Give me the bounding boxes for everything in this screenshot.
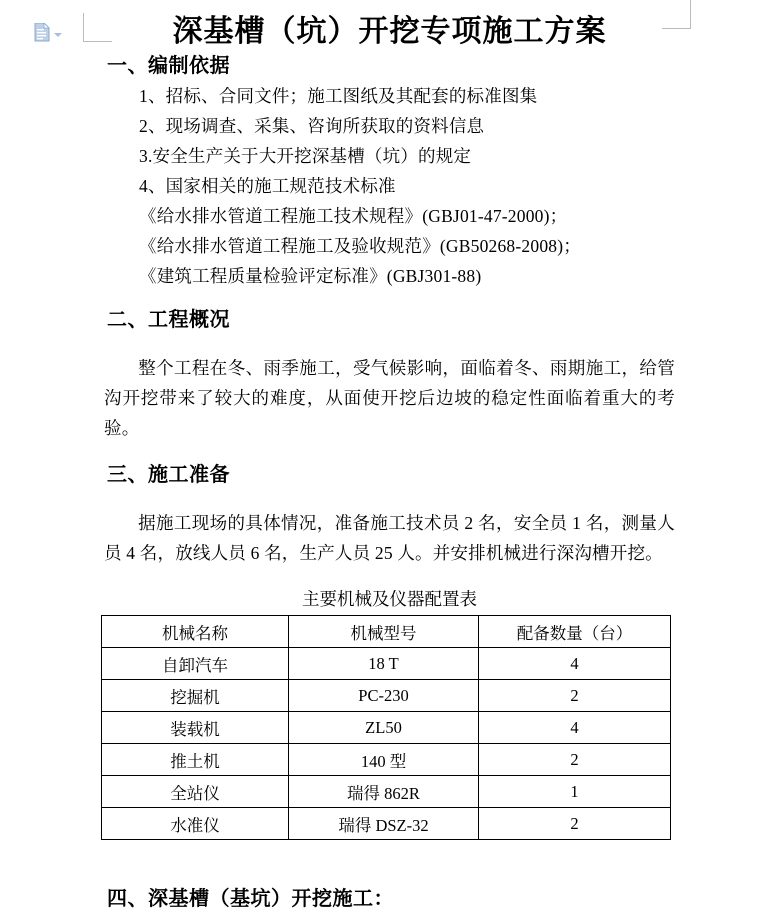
standard-reference: 《给水排水管道工程施工技术规程》(GBJ01-47-2000)； — [139, 206, 568, 226]
cell-machine-name: 水准仪 — [102, 808, 289, 840]
cell-machine-model: 瑞得 862R — [289, 776, 479, 808]
cell-machine-qty: 4 — [479, 648, 671, 680]
table-row — [102, 712, 671, 744]
section-heading-4: 四、深基槽（基坑）开挖施工： — [107, 888, 394, 910]
table-row — [102, 808, 671, 840]
section-3-paragraph — [0, 508, 779, 568]
cell-machine-qty: 2 — [479, 680, 671, 712]
cell-machine-name: 装载机 — [102, 712, 289, 744]
table-row — [102, 744, 671, 776]
list-item: 2、现场调查、采集、咨询所获取的资料信息 — [139, 116, 485, 136]
cell-machine-model: PC-230 — [289, 680, 479, 712]
table-header-row — [102, 616, 671, 648]
section-heading-1: 一、编制依据 — [107, 55, 230, 77]
cell-machine-qty: 2 — [479, 744, 671, 776]
standard-reference: 《给水排水管道工程施工及验收规范》(GB50268-2008)； — [139, 236, 581, 256]
standard-reference: 《建筑工程质量检验评定标准》(GBJ301-88) — [139, 266, 482, 286]
section-heading-2: 二、工程概况 — [107, 309, 230, 331]
page-title: 深基槽（坑）开挖专项施工方案 — [172, 15, 607, 48]
cell-machine-model: 140 型 — [289, 744, 479, 776]
section-2-paragraph — [0, 353, 779, 443]
list-item: 1、招标、合同文件；施工图纸及其配套的标准图集 — [139, 86, 538, 106]
cell-machine-name: 自卸汽车 — [102, 648, 289, 680]
table-container — [0, 615, 779, 840]
paragraph-text: 整个工程在冬、雨季施工，受气候影响，面临着冬、雨期施工，给管沟开挖带来了较大的难度，从面使开挖后边坡的稳定性面临着重大的考验。 — [104, 357, 675, 438]
list-item: 3.安全生产关于大开挖深基槽（坑）的规定 — [139, 146, 472, 166]
table-row — [102, 680, 671, 712]
table-row — [102, 776, 671, 808]
column-header-name: 机械名称 — [102, 616, 289, 648]
table-caption: 主要机械及仪器配置表 — [302, 589, 477, 609]
cell-machine-qty: 1 — [479, 776, 671, 808]
section-heading-3: 三、施工准备 — [107, 464, 230, 486]
cell-machine-qty: 2 — [479, 808, 671, 840]
column-header-model: 机械型号 — [289, 616, 479, 648]
cell-machine-model: ZL50 — [289, 712, 479, 744]
list-item: 4、国家相关的施工规范技术标准 — [139, 176, 396, 196]
cell-machine-model: 瑞得 DSZ-32 — [289, 808, 479, 840]
cell-machine-name: 全站仪 — [102, 776, 289, 808]
cell-machine-name: 推土机 — [102, 744, 289, 776]
paragraph-text: 据施工现场的具体情况，准备施工技术员 2 名，安全员 1 名，测量人员 4 名，放线人员 6 名，生产人员 25 人。并安排机械进行深沟槽开挖。 — [104, 512, 675, 563]
column-header-quantity: 配备数量（台） — [479, 616, 671, 648]
table-row — [102, 648, 671, 680]
cell-machine-qty: 4 — [479, 712, 671, 744]
cell-machine-model: 18 T — [289, 648, 479, 680]
cell-machine-name: 挖掘机 — [102, 680, 289, 712]
machinery-config-table — [101, 615, 671, 840]
